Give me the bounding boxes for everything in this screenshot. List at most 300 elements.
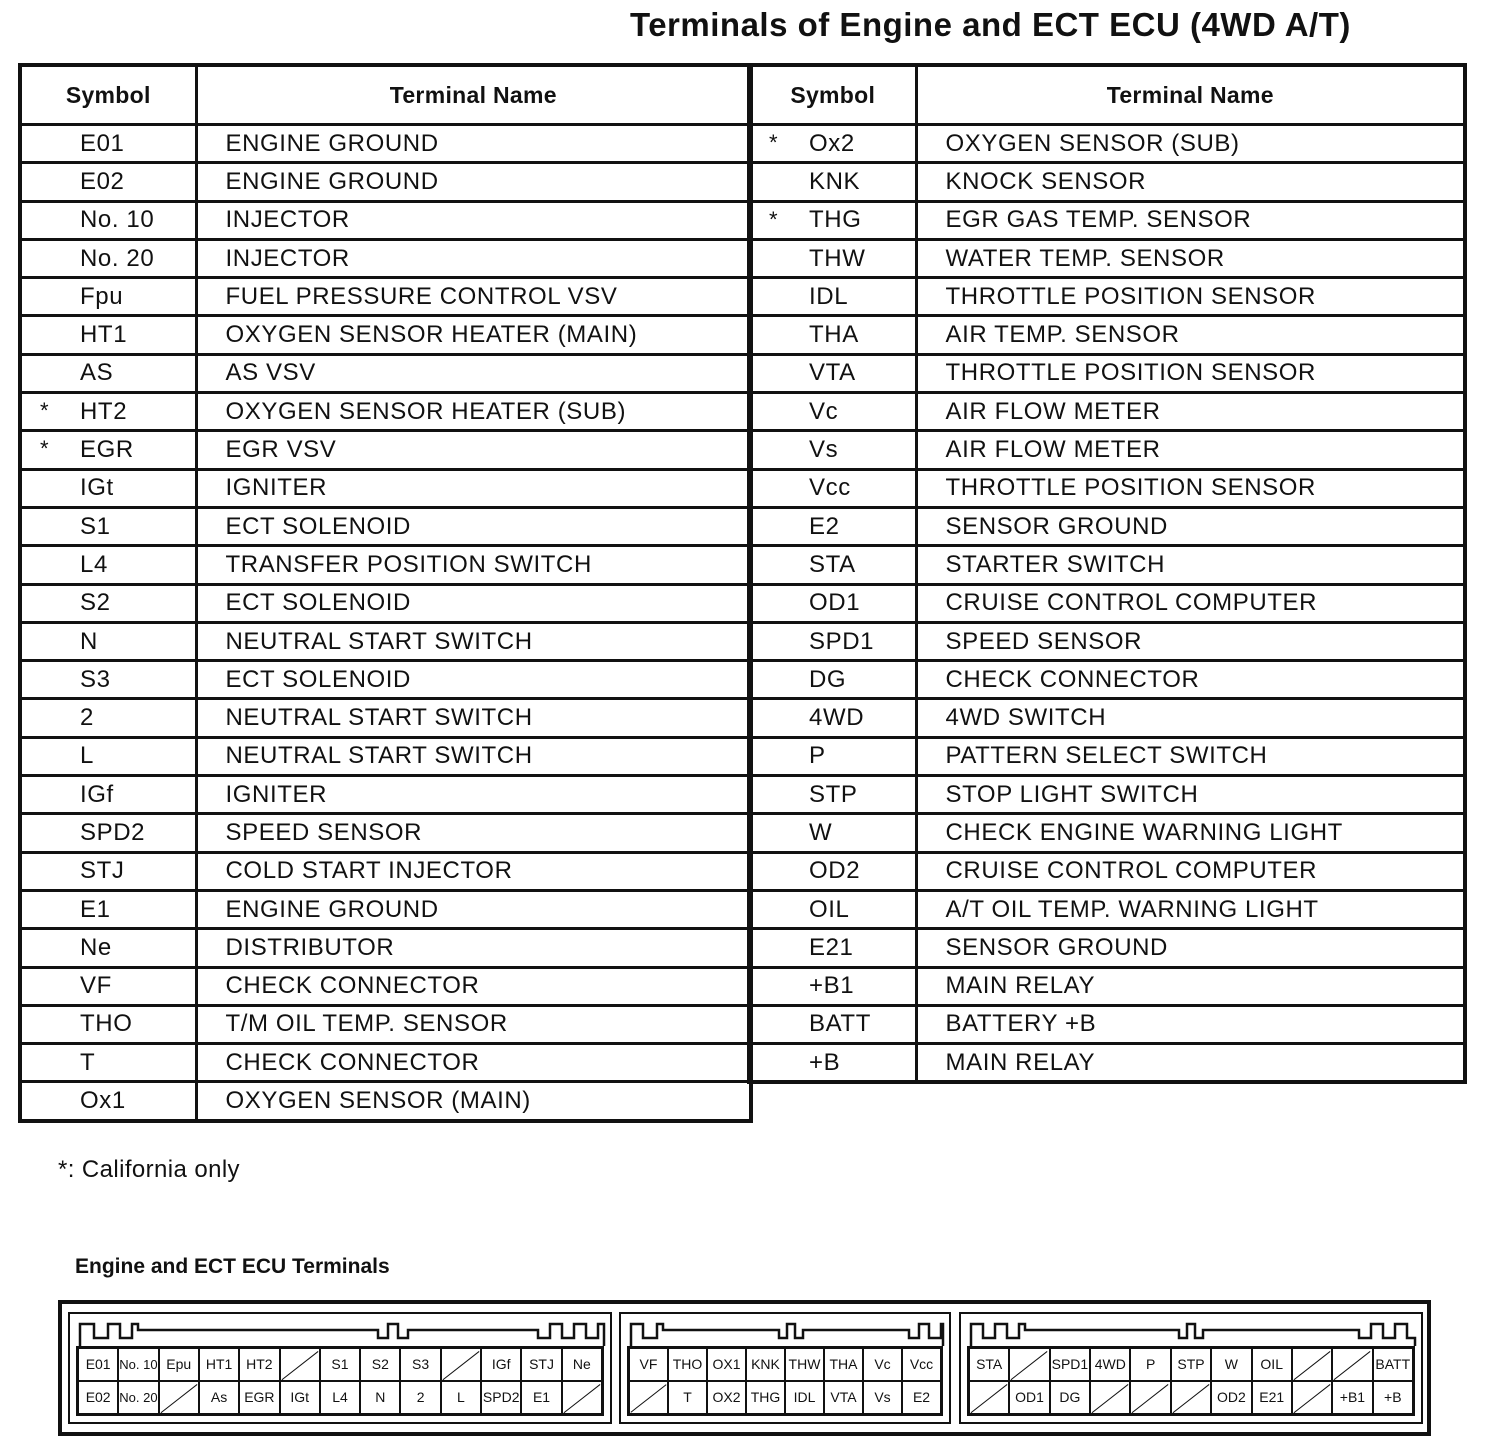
pin-label: Vcc — [909, 1356, 934, 1372]
connector-pin — [78, 1348, 118, 1381]
terminal-name: FUEL PRESSURE CONTROL VSV — [196, 278, 751, 316]
connector-pin — [1171, 1348, 1211, 1381]
terminal-name: SPEED SENSOR — [196, 814, 751, 852]
terminal-symbol — [20, 814, 196, 852]
terminal-symbol — [749, 622, 916, 660]
pin-label: OD2 — [1216, 1389, 1246, 1405]
table-row — [20, 393, 751, 431]
connector-pin — [1130, 1348, 1170, 1381]
california-only-marker: * — [40, 398, 50, 424]
pin-label: Vs — [874, 1389, 891, 1405]
connector-pin — [746, 1348, 785, 1381]
terminal-symbol — [20, 737, 196, 775]
symbol-text: THW — [809, 244, 866, 272]
terminal-symbol — [749, 507, 916, 545]
connector-pin — [118, 1348, 158, 1381]
table-row — [20, 814, 751, 852]
terminal-symbol — [749, 546, 916, 584]
connector-pin — [1373, 1381, 1413, 1414]
terminal-name: CHECK CONNECTOR — [196, 967, 751, 1005]
pin-label: VTA — [830, 1389, 857, 1405]
table-row — [20, 507, 751, 545]
connector-pin — [159, 1348, 199, 1381]
symbol-text: 4WD — [809, 704, 865, 732]
terminal-name-header: Terminal Name — [916, 65, 1465, 125]
terminal-name: OXYGEN SENSOR HEATER (MAIN) — [196, 316, 751, 354]
symbol-text: +B — [809, 1048, 841, 1076]
table-header-row — [20, 65, 751, 125]
connector-pin — [902, 1348, 941, 1381]
table-row — [20, 661, 751, 699]
table-row — [749, 852, 1465, 890]
table-row — [749, 929, 1465, 967]
connector-pin — [668, 1381, 707, 1414]
unused-pin — [1292, 1381, 1332, 1414]
terminal-symbol — [749, 1005, 916, 1043]
connector-pin — [824, 1381, 863, 1414]
table-row — [20, 967, 751, 1005]
pin-label: S1 — [331, 1356, 349, 1372]
connector-pin — [320, 1381, 360, 1414]
terminal-name: COLD START INJECTOR — [196, 852, 751, 890]
terminal-symbol — [20, 1044, 196, 1082]
table-row — [20, 239, 751, 277]
terminal-symbol — [20, 163, 196, 201]
pin-label: W — [1224, 1356, 1238, 1372]
terminal-name: WATER TEMP. SENSOR — [916, 239, 1465, 277]
pin-label: No. 20 — [119, 1389, 158, 1405]
table-row — [20, 699, 751, 737]
pin-label: THW — [788, 1356, 821, 1372]
terminal-symbol — [20, 699, 196, 737]
california-only-marker: * — [769, 206, 779, 232]
connector-pin — [441, 1381, 481, 1414]
table-row — [749, 1044, 1465, 1083]
terminal-symbol — [749, 584, 916, 622]
symbol-text: E1 — [80, 895, 111, 923]
connector-row-bottom — [629, 1381, 941, 1414]
terminal-symbol — [20, 239, 196, 277]
terminal-name: A/T OIL TEMP. WARNING LIGHT — [916, 890, 1465, 928]
connector-pin — [1090, 1348, 1130, 1381]
pin-label: STP — [1177, 1356, 1205, 1372]
pin-label: OX1 — [712, 1356, 741, 1372]
connector-block-3 — [959, 1312, 1423, 1424]
california-only-marker: * — [769, 130, 779, 155]
unused-pin — [629, 1381, 668, 1414]
table-row — [749, 1005, 1465, 1043]
terminal-name: SENSOR GROUND — [916, 507, 1465, 545]
table-row — [20, 201, 751, 239]
terminal-name: STARTER SWITCH — [916, 546, 1465, 584]
terminal-symbol — [749, 699, 916, 737]
terminal-name: SENSOR GROUND — [916, 929, 1465, 967]
unused-pin — [280, 1348, 320, 1381]
terminal-symbol — [749, 661, 916, 699]
table-row — [749, 239, 1465, 277]
unused-pin — [969, 1381, 1009, 1414]
terminal-name: INJECTOR — [196, 201, 751, 239]
pin-label: L4 — [332, 1389, 348, 1405]
table-row — [20, 1044, 751, 1082]
connector-key-outline — [629, 1320, 945, 1348]
connector-pin — [1050, 1381, 1090, 1414]
terminal-symbol — [20, 661, 196, 699]
terminal-symbol — [20, 890, 196, 928]
connector-pin — [785, 1381, 824, 1414]
terminal-symbol — [749, 737, 916, 775]
terminal-name: DISTRIBUTOR — [196, 929, 751, 967]
connector-row-top — [629, 1348, 941, 1381]
table-row — [749, 201, 1465, 239]
pin-label: E02 — [85, 1389, 111, 1405]
terminal-name: ENGINE GROUND — [196, 890, 751, 928]
terminal-name: NEUTRAL START SWITCH — [196, 699, 751, 737]
terminal-name: STOP LIGHT SWITCH — [916, 776, 1465, 814]
terminal-name: SPEED SENSOR — [916, 622, 1465, 660]
terminal-name: 4WD SWITCH — [916, 699, 1465, 737]
symbol-text: OIL — [809, 895, 850, 923]
symbol-text: Fpu — [80, 282, 124, 310]
connector-pin — [239, 1381, 279, 1414]
symbol-text: 2 — [80, 704, 94, 732]
connector-pin — [863, 1348, 902, 1381]
pin-label: EGR — [244, 1389, 275, 1405]
symbol-text: E2 — [809, 512, 840, 540]
pin-label: 2 — [416, 1389, 425, 1405]
symbol-text: THA — [809, 321, 859, 349]
table-row — [20, 125, 751, 163]
unused-pin — [562, 1381, 602, 1414]
table-row — [20, 469, 751, 507]
pin-label: Vc — [874, 1356, 891, 1372]
terminal-symbol — [20, 393, 196, 431]
pin-label: OX2 — [712, 1389, 741, 1405]
connector-block-2 — [619, 1312, 951, 1424]
terminal-name: AS VSV — [196, 354, 751, 392]
terminal-name: ENGINE GROUND — [196, 125, 751, 163]
terminal-name: EGR VSV — [196, 431, 751, 469]
terminal-symbol — [20, 1082, 196, 1121]
table-row — [20, 163, 751, 201]
terminal-name: ECT SOLENOID — [196, 661, 751, 699]
pin-label: +B1 — [1339, 1389, 1366, 1405]
connector-pin — [629, 1348, 668, 1381]
terminal-symbol — [749, 201, 916, 239]
terminal-name: ECT SOLENOID — [196, 584, 751, 622]
table-row — [20, 278, 751, 316]
symbol-text: STA — [809, 550, 856, 578]
table-row — [20, 890, 751, 928]
symbol-text: VTA — [809, 359, 856, 387]
table-row — [749, 469, 1465, 507]
symbol-text: W — [809, 818, 833, 846]
symbol-text: IGf — [80, 780, 114, 808]
terminal-symbol — [20, 278, 196, 316]
pin-label: E2 — [912, 1389, 931, 1405]
connector-row-bottom — [969, 1381, 1413, 1414]
table-row — [20, 1005, 751, 1043]
unused-pin — [1171, 1381, 1211, 1414]
terminal-name: OXYGEN SENSOR HEATER (SUB) — [196, 393, 751, 431]
table-row — [20, 584, 751, 622]
connector-pin — [707, 1348, 746, 1381]
pin-label: THA — [829, 1356, 858, 1372]
symbol-text: Ne — [80, 933, 112, 961]
symbol-text: DG — [809, 665, 847, 693]
terminal-symbol — [20, 584, 196, 622]
table-row — [749, 967, 1465, 1005]
unused-pin — [441, 1348, 481, 1381]
pin-label: HT1 — [205, 1356, 233, 1372]
table-row — [20, 1082, 751, 1121]
terminal-name: TRANSFER POSITION SWITCH — [196, 546, 751, 584]
terminal-symbol — [20, 125, 196, 163]
symbol-text: No. 10 — [80, 206, 155, 234]
terminal-symbol — [20, 354, 196, 392]
symbol-text: THO — [80, 1010, 133, 1038]
symbol-text: S1 — [80, 512, 111, 540]
table-row — [20, 852, 751, 890]
connector-pin — [1252, 1348, 1292, 1381]
symbol-text: Vc — [809, 397, 839, 425]
table-row — [749, 584, 1465, 622]
table-row — [749, 507, 1465, 545]
terminal-symbol — [20, 929, 196, 967]
table-row — [20, 316, 751, 354]
terminal-symbol — [20, 546, 196, 584]
pin-label: +B — [1384, 1389, 1402, 1405]
symbol-text: AS — [80, 359, 114, 387]
unused-pin — [1292, 1348, 1332, 1381]
terminal-symbol — [749, 814, 916, 852]
connector-pin — [785, 1348, 824, 1381]
pin-label: P — [1145, 1356, 1156, 1372]
pin-label: No. 10 — [119, 1356, 158, 1372]
table-row — [20, 546, 751, 584]
pin-label: BATT — [1375, 1356, 1411, 1372]
connector-pin — [199, 1348, 239, 1381]
table-row — [749, 278, 1465, 316]
table-row — [749, 316, 1465, 354]
connector-pin — [239, 1348, 279, 1381]
symbol-text: HT2 — [80, 397, 128, 425]
table-row — [749, 393, 1465, 431]
terminal-symbol — [20, 431, 196, 469]
symbol-text: L — [80, 742, 94, 770]
symbol-text: P — [809, 742, 826, 770]
pin-label: STJ — [529, 1356, 554, 1372]
symbol-text: IDL — [809, 282, 849, 310]
pin-label: N — [375, 1389, 386, 1405]
table-row — [20, 354, 751, 392]
symbol-text: Vcc — [809, 474, 851, 502]
terminal-symbol — [749, 163, 916, 201]
pin-label: 4WD — [1094, 1356, 1126, 1372]
terminal-name: CRUISE CONTROL COMPUTER — [916, 852, 1465, 890]
terminal-symbol — [749, 316, 916, 354]
connector-pin — [1009, 1381, 1049, 1414]
connector-pin — [902, 1381, 941, 1414]
symbol-text: Ox2 — [809, 129, 855, 157]
terminal-symbol — [749, 852, 916, 890]
terminal-symbol — [20, 1005, 196, 1043]
table-row — [749, 814, 1465, 852]
connector-pin — [481, 1348, 521, 1381]
pin-label: VF — [639, 1356, 658, 1372]
connector-pin — [118, 1381, 158, 1414]
terminal-symbol — [749, 469, 916, 507]
connector-pin — [746, 1381, 785, 1414]
pin-label: E01 — [85, 1356, 111, 1372]
connector-pin — [1373, 1348, 1413, 1381]
terminal-symbol — [20, 622, 196, 660]
symbol-text: E02 — [80, 167, 125, 195]
terminal-symbol — [20, 201, 196, 239]
terminal-grid — [627, 1346, 943, 1416]
connector-pin — [78, 1381, 118, 1414]
symbol-text: THG — [809, 206, 862, 234]
terminal-name: OXYGEN SENSOR (SUB) — [916, 125, 1465, 163]
terminal-name: CRUISE CONTROL COMPUTER — [916, 584, 1465, 622]
terminal-symbol — [749, 431, 916, 469]
pin-label: THG — [750, 1389, 781, 1405]
connector-pin — [280, 1381, 320, 1414]
terminal-grid — [967, 1346, 1415, 1416]
pin-label: KNK — [751, 1356, 780, 1372]
pin-label: SPD1 — [1051, 1356, 1089, 1372]
connector-key-outline — [969, 1320, 1417, 1348]
terminal-name: THROTTLE POSITION SENSOR — [916, 354, 1465, 392]
symbol-text: HT1 — [80, 321, 128, 349]
pin-label: IGf — [491, 1356, 511, 1372]
terminal-name: THROTTLE POSITION SENSOR — [916, 278, 1465, 316]
connector-pin — [400, 1381, 440, 1414]
terminal-name: THROTTLE POSITION SENSOR — [916, 469, 1465, 507]
table-row — [20, 929, 751, 967]
terminal-symbol — [20, 507, 196, 545]
symbol-text: N — [80, 627, 98, 655]
symbol-text: BATT — [809, 1010, 871, 1038]
terminal-name: CHECK CONNECTOR — [916, 661, 1465, 699]
connector-pin — [521, 1348, 561, 1381]
pin-label: STA — [976, 1356, 1003, 1372]
symbol-text: VF — [80, 972, 112, 1000]
terminal-name-header: Terminal Name — [196, 65, 751, 125]
table-row — [749, 431, 1465, 469]
terminal-symbol — [749, 239, 916, 277]
unused-pin — [1090, 1381, 1130, 1414]
footnote: *: California only — [58, 1156, 240, 1183]
table-row — [749, 699, 1465, 737]
unused-pin — [1332, 1348, 1372, 1381]
pin-label: OIL — [1260, 1356, 1283, 1372]
table-row — [749, 163, 1465, 201]
connector-pin — [969, 1348, 1009, 1381]
symbol-text: E01 — [80, 129, 125, 157]
terminal-name: ENGINE GROUND — [196, 163, 751, 201]
pin-label: E1 — [532, 1389, 551, 1405]
pin-label: OD1 — [1015, 1389, 1044, 1405]
symbol-text: KNK — [809, 167, 861, 195]
symbol-text: IGt — [80, 474, 114, 502]
table-header-row — [749, 65, 1465, 125]
terminal-name: PATTERN SELECT SWITCH — [916, 737, 1465, 775]
terminal-name: BATTERY +B — [916, 1005, 1465, 1043]
connector-pin — [320, 1348, 360, 1381]
pin-label: IGt — [290, 1389, 310, 1405]
terminal-symbol — [749, 393, 916, 431]
terminal-name: NEUTRAL START SWITCH — [196, 622, 751, 660]
table-row — [749, 890, 1465, 928]
pin-label: HT2 — [246, 1356, 273, 1372]
terminal-name: CHECK CONNECTOR — [196, 1044, 751, 1082]
pin-label: T — [683, 1389, 692, 1405]
connector-pin — [481, 1381, 521, 1414]
connector-pin — [521, 1381, 561, 1414]
table-row — [749, 622, 1465, 660]
symbol-text: No. 20 — [80, 244, 155, 272]
connector-pin — [562, 1348, 602, 1381]
symbol-text: STJ — [80, 857, 125, 885]
connector-block-1 — [68, 1312, 612, 1424]
pin-label: S3 — [412, 1356, 430, 1372]
terminal-name: AIR FLOW METER — [916, 393, 1465, 431]
terminal-name: OXYGEN SENSOR (MAIN) — [196, 1082, 751, 1121]
connector-row-top — [969, 1348, 1413, 1381]
pin-label: THO — [672, 1356, 703, 1372]
terminal-symbol — [749, 967, 916, 1005]
table-row — [749, 776, 1465, 814]
connector-pin — [199, 1381, 239, 1414]
pin-label: SPD2 — [482, 1389, 520, 1405]
terminal-name: NEUTRAL START SWITCH — [196, 737, 751, 775]
symbol-header: Symbol — [749, 65, 916, 125]
terminal-symbol — [749, 1044, 916, 1083]
symbol-text: E21 — [809, 933, 854, 961]
connector-pin — [707, 1381, 746, 1414]
pin-label: As — [210, 1389, 228, 1405]
unused-pin — [159, 1381, 199, 1414]
terminal-symbol — [749, 776, 916, 814]
connector-key-outline — [78, 1320, 606, 1348]
symbol-text: S2 — [80, 589, 111, 617]
symbol-text: S3 — [80, 665, 111, 693]
terminal-symbol — [749, 125, 916, 163]
terminal-name: IGNITER — [196, 776, 751, 814]
terminal-name: EGR GAS TEMP. SENSOR — [916, 201, 1465, 239]
terminal-symbol — [20, 852, 196, 890]
table-row — [749, 354, 1465, 392]
connector-pin — [1050, 1348, 1090, 1381]
symbol-text: STP — [809, 780, 858, 808]
table-row — [749, 125, 1465, 163]
terminal-grid — [76, 1346, 604, 1416]
unused-pin — [1009, 1348, 1049, 1381]
terminal-symbol — [20, 316, 196, 354]
ecu-connector-diagram — [58, 1300, 1431, 1436]
terminal-name: MAIN RELAY — [916, 1044, 1465, 1083]
connector-pin — [360, 1381, 400, 1414]
terminal-symbol — [20, 469, 196, 507]
pin-label: Epu — [166, 1356, 192, 1372]
terminal-name: IGNITER — [196, 469, 751, 507]
symbol-text: Ox1 — [80, 1087, 126, 1115]
pin-label: S2 — [371, 1356, 389, 1372]
connector-pin — [1332, 1381, 1372, 1414]
terminal-symbol — [749, 929, 916, 967]
connector-row-top — [78, 1348, 602, 1381]
